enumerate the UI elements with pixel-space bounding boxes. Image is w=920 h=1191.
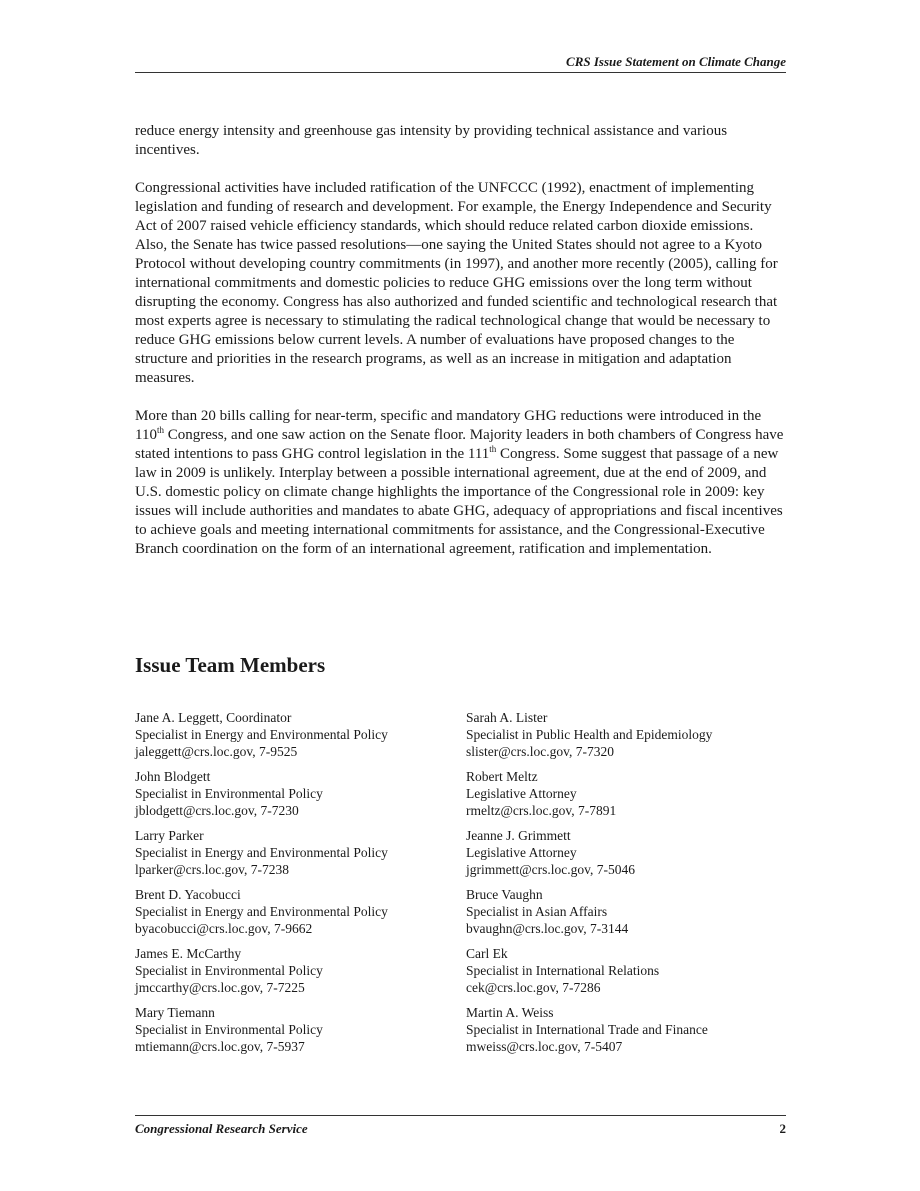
team-member [135,768,466,819]
member-title: Specialist in Asian Affairs [466,904,608,919]
member-name: Jane A. Leggett, Coordinator [135,710,292,725]
member-name: Larry Parker [135,828,204,843]
footer-organization: Congressional Research Service [135,1121,308,1136]
member-contact: cek@crs.loc.gov, 7-7286 [466,980,601,995]
member-name: Bruce Vaughn [466,887,543,902]
member-name: Sarah A. Lister [466,710,548,725]
member-name: Jeanne J. Grimmett [466,828,571,843]
member-title: Specialist in Energy and Environmental Policy [135,727,388,742]
paragraph-3-text-a: More than 20 bills calling for near-term, specific and mandatory GHG reductions were introduced in the 110 [135,408,762,443]
paragraph-3-text-b: Congress, and one saw action on the Senate floor. Majority leaders in both chambers of Congress have stated intentions to pass GHG control legislation in the 111 [135,427,784,462]
member-contact: rmeltz@crs.loc.gov, 7-7891 [466,803,617,818]
team-member [466,1004,786,1055]
ordinal-suffix: th [489,444,497,454]
header-rule [135,72,786,73]
team-member [466,945,786,996]
member-contact: bvaughn@crs.loc.gov, 7-3144 [466,921,629,936]
team-member [135,709,466,760]
paragraph-3 [135,407,786,559]
member-name: Mary Tiemann [135,1005,215,1020]
page-number: 2 [779,1121,786,1136]
member-name: Martin A. Weiss [466,1005,554,1020]
member-contact: slister@crs.loc.gov, 7-7320 [466,744,615,759]
paragraph-1: reduce energy intensity and greenhouse gas intensity by providing technical assistance and various incentives. [135,123,728,158]
member-title: Specialist in Energy and Environmental Policy [135,845,388,860]
member-contact: mweiss@crs.loc.gov, 7-5407 [466,1039,623,1054]
member-name: Brent D. Yacobucci [135,887,241,902]
member-title: Specialist in International Relations [466,963,660,978]
team-member [466,709,786,760]
document-page [135,0,786,1191]
member-contact: jblodgett@crs.loc.gov, 7-7230 [135,803,299,818]
running-header: CRS Issue Statement on Climate Change [566,54,786,69]
member-title: Specialist in Energy and Environmental Policy [135,904,388,919]
paragraph-2: Congressional activities have included ratification of the UNFCCC (1992), enactment of implementing legislation and funding of research and development. For example, the Energy Independence and Security Act of 2007 raised vehicle efficiency standards, which should reduce related carbon dioxide emissions. Also, the Senate has twice passed resolutions—one saying the United States should not agree to a Kyoto Protocol without developing country commitments (in 1997), and another more recently (2005), calling for international commitments and domestic policies to reduce GHG emissions over the long term without disrupting the economy. Congress has also authorized and funded scientific and technological research that most experts agree is necessary to stimulating the radical technological change that would be necessary to reduce GHG emissions below current levels. A number of evaluations have proposed changes to the structure and priorities in the research programs, as well as an increase in mitigation and adaptation measures. [135,180,778,386]
member-title: Specialist in Environmental Policy [135,786,323,801]
team-member [135,1004,466,1055]
member-contact: mtiemann@crs.loc.gov, 7-5937 [135,1039,305,1054]
member-contact: jmccarthy@crs.loc.gov, 7-7225 [135,980,305,995]
footer-rule [135,1115,786,1116]
team-member [135,945,466,996]
member-title: Specialist in Environmental Policy [135,1022,323,1037]
team-member [135,886,466,937]
member-contact: jgrimmett@crs.loc.gov, 7-5046 [466,862,636,877]
ordinal-suffix: th [156,425,164,435]
member-name: Robert Meltz [466,769,538,784]
member-name: Carl Ek [466,946,508,961]
body-text [135,122,786,578]
member-title: Specialist in International Trade and Finance [466,1022,708,1037]
section-heading: Issue Team Members [135,653,326,677]
member-title: Specialist in Environmental Policy [135,963,323,978]
team-member [466,886,786,937]
team-member [466,768,786,819]
team-members-grid [135,709,786,1055]
member-name: John Blodgett [135,769,211,784]
member-title: Legislative Attorney [466,845,577,860]
member-contact: lparker@crs.loc.gov, 7-7238 [135,862,290,877]
team-member [466,827,786,878]
member-title: Legislative Attorney [466,786,577,801]
member-contact: byacobucci@crs.loc.gov, 7-9662 [135,921,313,936]
member-title: Specialist in Public Health and Epidemiology [466,727,713,742]
member-contact: jaleggett@crs.loc.gov, 7-9525 [135,744,298,759]
paragraph-3-text-c: Congress. Some suggest that passage of a new law in 2009 is unlikely. Interplay between a possible international agreement, due at the end of 2009, and U.S. domestic policy on climate change highlights the importance of the Congressional role in 2009: key issues will include authorities and mandates to abate GHG, adequacy of appropriations and fiscal incentives to achieve goals and meeting international commitments for assistance, and the Congressional-Executive Branch coordination on the form of an international agreement, ratification and implementation. [135,446,783,557]
team-member [135,827,466,878]
member-name: James E. McCarthy [135,946,242,961]
